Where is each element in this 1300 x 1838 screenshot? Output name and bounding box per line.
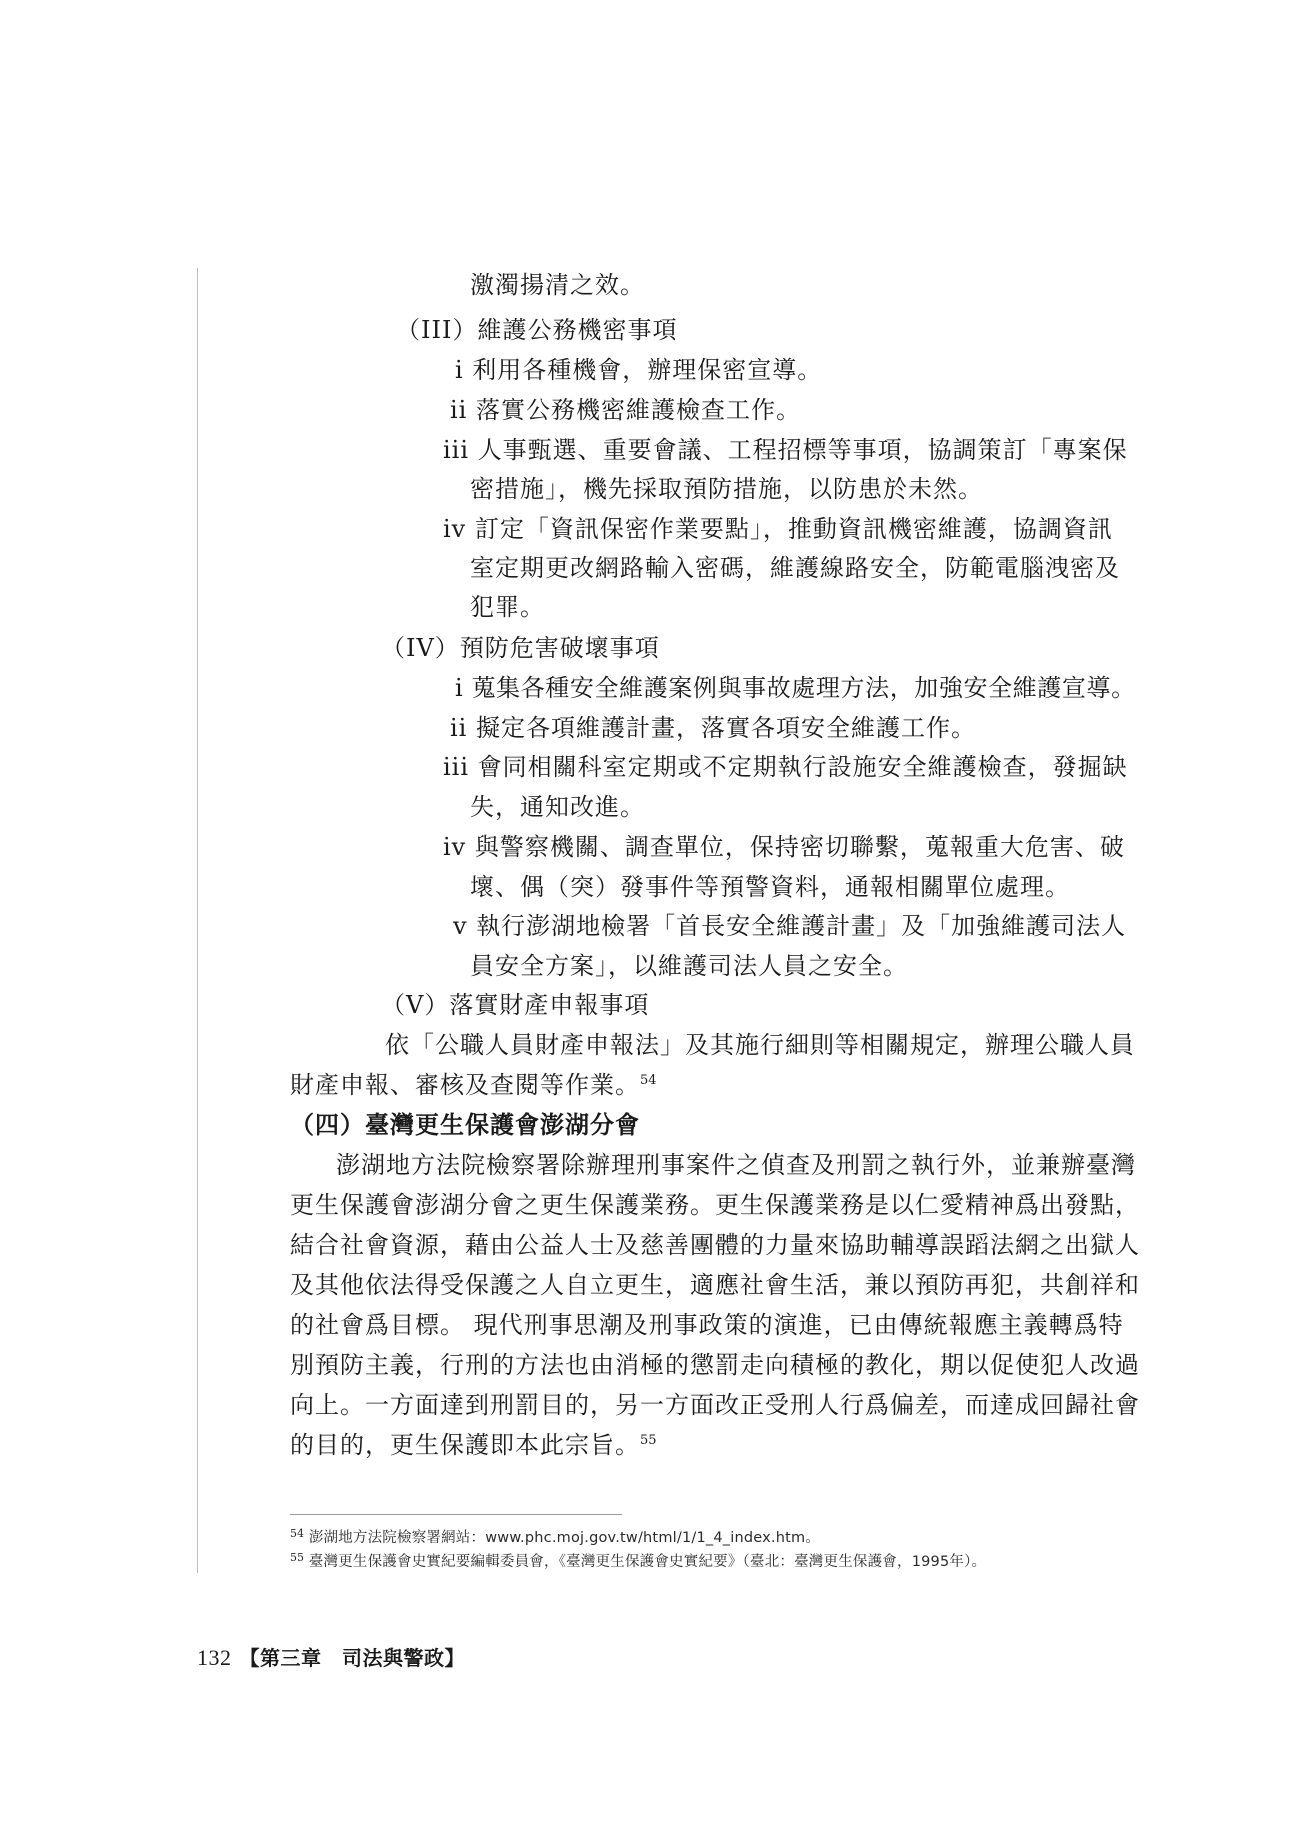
list-item: iv 與警察機關、調查單位，保持密切聯繫，蒐報重大危害、破 bbox=[443, 833, 1125, 861]
footnote-ref: 55 bbox=[640, 1433, 657, 1448]
text-line: 密措施」，機先採取預防措施，以防患於未然。 bbox=[470, 475, 983, 503]
paragraph-line: 更生保護會澎湖分會之更生保護業務。更生保護業務是以仁愛精神爲出發點， bbox=[290, 1191, 1140, 1219]
text-line: 壞、偶（突）發事件等預警資料，通報相關單位處理。 bbox=[470, 873, 1070, 901]
text-line: 激濁揚清之效。 bbox=[470, 271, 645, 299]
paragraph-line: 向上。一方面達到刑罰目的，另一方面改正受刑人行爲偏差，而達成回歸社會 bbox=[290, 1391, 1140, 1419]
footnote-55 bbox=[290, 1552, 986, 1572]
footnote-ref: 54 bbox=[640, 1073, 657, 1088]
paragraph-text: 財產申報、審核及查閱等作業。 bbox=[290, 1071, 640, 1099]
list-item: v 執行澎湖地檢署「首長安全維護計畫」及「加強維護司法人 bbox=[453, 912, 1127, 940]
paragraph-text: 的目的，更生保護即本此宗旨。 bbox=[290, 1431, 640, 1459]
paragraph-line: 的社會爲目標。 現代刑事思潮及刑事政策的演進，已由傳統報應主義轉爲特 bbox=[290, 1311, 1124, 1339]
text-line: 犯罪。 bbox=[470, 593, 545, 621]
paragraph-line bbox=[290, 1430, 657, 1460]
list-item: ii 擬定各項維護計畫，落實各項安全維護工作。 bbox=[450, 714, 976, 742]
footnote-text: 澎湖地方法院檢察署網站：www.phc.moj.gov.tw/html/1/1_4_index.htm。 bbox=[308, 1530, 820, 1546]
paragraph-line: 別預防主義，行刑的方法也由消極的懲罰走向積極的教化，期以促使犯人改過 bbox=[290, 1351, 1140, 1379]
paragraph-line: 結合社會資源，藉由公益人士及慈善團體的力量來協助輔導誤蹈法網之出獄人 bbox=[290, 1231, 1140, 1259]
paragraph-line: 及其他依法得受保護之人自立更生，適應社會生活，兼以預防再犯，共創祥和 bbox=[290, 1271, 1140, 1299]
chapter-title: 【第三章 司法與警政】 bbox=[239, 1646, 465, 1670]
page-footer bbox=[197, 1642, 465, 1671]
margin-rule bbox=[197, 268, 198, 1573]
text-line: 室定期更改網路輸入密碼，維護線路安全，防範電腦洩密及 bbox=[470, 554, 1120, 582]
list-item: iii 人事甄選、重要會議、工程招標等事項，協調策訂「專案保 bbox=[443, 436, 1128, 464]
subsection-heading: （IV）預防危害破壞事項 bbox=[381, 634, 660, 662]
list-item: i 蒐集各種安全維護案例與事故處理方法，加強安全維護宣導。 bbox=[455, 674, 1136, 702]
list-item: ii 落實公務機密維護檢查工作。 bbox=[450, 396, 801, 424]
footnote-number: 54 bbox=[290, 1527, 304, 1540]
list-item: iv 訂定「資訊保密作業要點」，推動資訊機密維護，協調資訊 bbox=[443, 515, 1113, 543]
section-heading: （四）臺灣更生保護會澎湖分會 bbox=[290, 1110, 640, 1139]
list-item: iii 會同相關科室定期或不定期執行設施安全維護檢查，發掘缺 bbox=[443, 753, 1128, 781]
subsection-heading: （V）落實財產申報事項 bbox=[381, 991, 650, 1019]
text-line: 失，通知改進。 bbox=[470, 793, 645, 821]
list-item: i 利用各種機會，辦理保密宣導。 bbox=[455, 356, 823, 384]
paragraph-line bbox=[290, 1070, 657, 1100]
page-number: 132 bbox=[197, 1645, 232, 1670]
paragraph-line: 澎湖地方法院檢察署除辦理刑事案件之偵查及刑罰之執行外，並兼辦臺灣 bbox=[336, 1151, 1136, 1179]
footnote-number: 55 bbox=[290, 1551, 304, 1564]
footnote-text: 臺灣更生保護會史實紀要編輯委員會，《臺灣更生保護會史實紀要》（臺北：臺灣更生保護會，1995年）。 bbox=[308, 1554, 987, 1570]
subsection-heading: （III）維護公務機密事項 bbox=[396, 316, 678, 344]
footnote-54 bbox=[290, 1528, 820, 1548]
paragraph-line: 依「公職人員財產申報法」及其施行細則等相關規定，辦理公職人員 bbox=[385, 1031, 1135, 1059]
text-line: 員安全方案」，以維護司法人員之安全。 bbox=[470, 952, 908, 980]
footnote-separator bbox=[290, 1514, 622, 1515]
